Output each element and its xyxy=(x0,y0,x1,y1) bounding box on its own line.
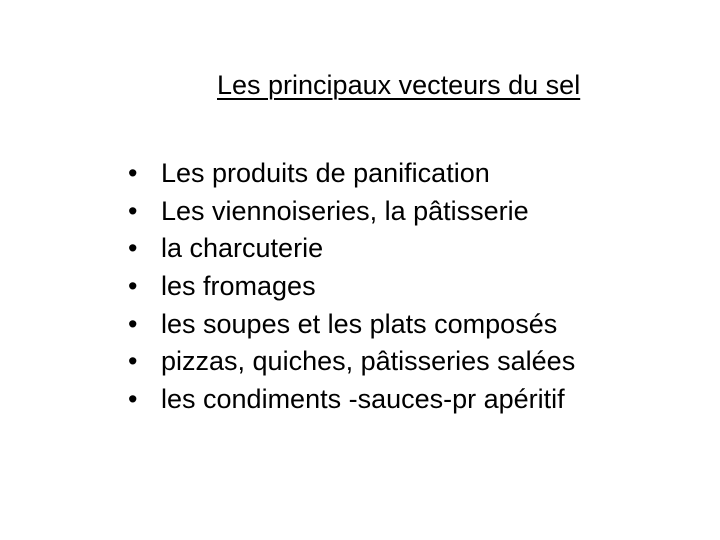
list-item-text: Les viennoiseries, la pâtisserie xyxy=(161,195,529,226)
list-item-text: les fromages xyxy=(161,271,316,302)
bullet-icon: • xyxy=(128,308,138,339)
bullet-icon: • xyxy=(128,158,138,188)
bullet-icon: • xyxy=(128,346,138,377)
slide-title: Les principaux vecteurs du sel xyxy=(217,70,581,100)
list-item-text: les condiments -sauces-pr apéritif xyxy=(161,384,565,415)
bullet-icon: • xyxy=(128,195,138,226)
list-item-text: les soupes et les plats composés xyxy=(161,308,558,339)
bullet-icon: • xyxy=(128,271,138,302)
bullet-icon: • xyxy=(128,233,138,264)
list-item-text: pizzas, quiches, pâtisseries salées xyxy=(161,346,576,377)
list-item-text: la charcuterie xyxy=(161,233,324,264)
list-item-text: Les produits de panification xyxy=(161,158,490,188)
bullet-icon: • xyxy=(128,384,138,415)
